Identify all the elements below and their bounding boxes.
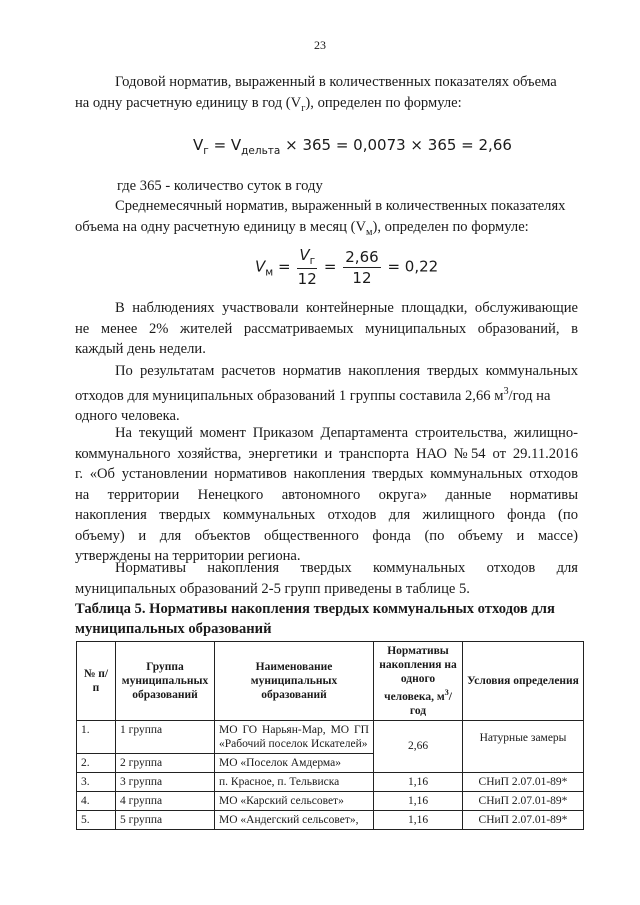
- cell-group: 5 группа: [116, 810, 215, 829]
- table-row: [77, 772, 584, 791]
- paragraph-results: [75, 361, 578, 426]
- table-row: [77, 791, 584, 810]
- table-title-line: Таблица 5. Нормативы накопления твердых коммунальных отходов для: [75, 601, 555, 617]
- formula-result: = 0,22: [387, 257, 439, 276]
- table-row: [77, 810, 584, 829]
- text-run: на одну расчетную единицу в год (V: [75, 94, 302, 111]
- header-group: Группа муниципальных образований: [116, 642, 215, 721]
- paragraph-line: утверждены на территории региона.: [75, 548, 301, 564]
- paragraph-line: Годовой норматив, выраженный в количественных показателях объема: [115, 74, 557, 90]
- text-run: ), определен по формуле:: [372, 218, 529, 235]
- paragraph-order: [75, 423, 578, 567]
- cell-conditions-merged: Натурные замеры: [463, 720, 584, 772]
- cell-num: 1.: [77, 720, 116, 753]
- paragraph-line: Нормативы накопления твердых коммунальных отходов для: [115, 560, 578, 576]
- paragraph-annual-norm: [75, 72, 578, 119]
- cell-norm-merged: 2,66: [374, 720, 463, 772]
- cell-conditions: СНиП 2.07.01-89*: [463, 791, 584, 810]
- paragraph-line: [75, 217, 578, 243]
- paragraph-line: не менее 2% жителей рассматриваемых муниципальных образований, в: [75, 320, 578, 337]
- paragraph-line: накопления твердых коммунальных отходов для жилищного фонда (по: [75, 507, 578, 523]
- header-conditions: Условия определения: [463, 642, 584, 721]
- subscript: г: [301, 102, 306, 114]
- fraction-numerator: 2,66: [345, 247, 379, 266]
- formula-annual: [193, 136, 512, 157]
- formula-subscript: г: [309, 255, 316, 267]
- cell-group: 1 группа: [116, 720, 215, 753]
- paragraph-line: объему) и для объектов общественного фонда (по объему и массе): [75, 527, 578, 544]
- superscript: 3: [444, 688, 449, 697]
- cell-norm: 1,16: [374, 791, 463, 810]
- fraction: [297, 246, 317, 288]
- text-run: /год: [409, 690, 452, 717]
- formula-subscript: дельта: [241, 145, 281, 157]
- formula-equals: =: [323, 257, 337, 276]
- paragraph-line: муниципальных образований 2-5 групп приведены в таблице 5.: [75, 580, 470, 597]
- table-row: [77, 720, 584, 753]
- header-num: № п/п: [77, 642, 116, 721]
- fraction-denominator: 12: [297, 270, 317, 288]
- paragraph-line: г. «Об установлении нормативов накопления твердых коммунальных отходов: [75, 466, 578, 482]
- cell-name: МО ГО Нарьян-Мар, МО ГП «Рабочий поселок Искателей»: [215, 720, 374, 753]
- paragraph-monthly-norm: [75, 196, 578, 243]
- header-name: Наименование муниципальных образований: [215, 642, 374, 721]
- paragraph-line: По результатам расчетов норматив накопления твердых коммунальных: [115, 363, 578, 379]
- formula-symbol: V: [255, 257, 266, 276]
- paragraph-table-intro: [75, 558, 578, 599]
- formula-monthly: [255, 246, 438, 288]
- fraction-numerator: [297, 246, 317, 269]
- paragraph-line: где 365 - количество суток в году: [117, 178, 323, 194]
- formula-subscript: м: [265, 266, 274, 279]
- paragraph-line: одного человека.: [75, 407, 180, 424]
- formula-symbol: = V: [208, 136, 242, 154]
- norms-table: [76, 641, 584, 830]
- fraction: [343, 248, 380, 287]
- where-note: [117, 176, 577, 197]
- cell-group: 2 группа: [116, 753, 215, 772]
- cell-name: МО «Поселок Амдерма»: [215, 753, 374, 772]
- cell-conditions: СНиП 2.07.01-89*: [463, 810, 584, 829]
- cell-num: 2.: [77, 753, 116, 772]
- formula-symbol: V: [299, 246, 310, 264]
- subscript: м: [366, 226, 373, 238]
- table-header-row: [77, 642, 584, 721]
- formula-symbol: V: [193, 136, 204, 154]
- text-run: ), определен по формуле:: [305, 94, 462, 111]
- cell-name: МО «Андегский сельсовет»,: [215, 810, 374, 829]
- paragraph-line: коммунального хозяйства, энергетики и транспорта НАО №54 от 29.11.2016: [75, 445, 578, 462]
- paragraph-line: Среднемесячный норматив, выраженный в количественных показателях: [115, 198, 566, 214]
- text-run: /год на: [508, 387, 551, 404]
- cell-group: 4 группа: [116, 791, 215, 810]
- cell-name: п. Красное, п. Тельвиска: [215, 772, 374, 791]
- cell-group: 3 группа: [116, 772, 215, 791]
- superscript: 3: [503, 385, 509, 397]
- cell-num: 4.: [77, 791, 116, 810]
- paragraph-line: На текущий момент Приказом Департамента строительства, жилищно-: [115, 425, 578, 441]
- formula-subscript: г: [203, 145, 209, 157]
- paragraph-observations: [75, 298, 578, 360]
- paragraph-line: В наблюдениях участвовали контейнерные площадки, обслуживающие: [115, 300, 578, 316]
- fraction-denominator: 12: [352, 268, 372, 287]
- cell-conditions: СНиП 2.07.01-89*: [463, 772, 584, 791]
- text-run: объема на одну расчетную единицу в месяц (V: [75, 218, 367, 235]
- paragraph-line: на территории Ненецкого автономного округа» данные нормативы: [75, 486, 578, 503]
- formula-equals: =: [277, 257, 291, 276]
- paragraph-line: [75, 382, 578, 406]
- table-title-line: муниципальных образований: [75, 621, 272, 637]
- text-run: отходов для муниципальных образований 1 группы составила 2,66 м: [75, 387, 504, 404]
- table-title: [75, 599, 585, 639]
- text-run: Нормативы накопления на одного человека, м: [379, 645, 457, 703]
- paragraph-line: каждый день недели.: [75, 341, 206, 357]
- cell-num: 5.: [77, 810, 116, 829]
- cell-norm: 1,16: [374, 772, 463, 791]
- paragraph-line: [75, 93, 578, 119]
- cell-name: МО «Карский сельсовет»: [215, 791, 374, 810]
- formula-expression: × 365 = 0,0073 × 365 = 2,66: [280, 136, 512, 154]
- page-number: 23: [314, 38, 326, 52]
- header-norm: [374, 642, 463, 721]
- cell-norm: 1,16: [374, 810, 463, 829]
- cell-num: 3.: [77, 772, 116, 791]
